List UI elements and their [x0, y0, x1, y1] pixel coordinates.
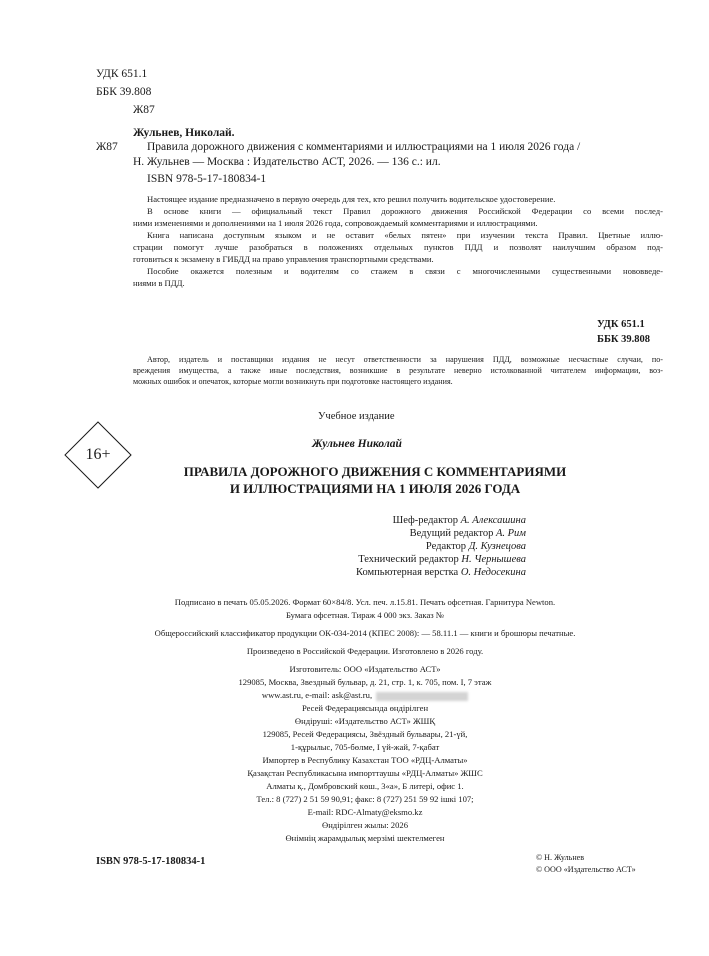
copyright-author: © Н. Жульнев	[536, 853, 585, 862]
bbk-code: ББК 39.808	[96, 86, 152, 98]
credit-lead-editor: Ведущий редактор А. Рим	[409, 528, 526, 539]
annotation-paragraph-4-cont: ниями в ПДД.	[133, 278, 185, 288]
disclaimer-line-1: Автор, издатель и поставщики издания не несут ответственности за нарушения ПДД, возможные несчастные случаи, по-	[147, 355, 663, 364]
credit-editor: Редактор Д. Кузнецова	[425, 541, 526, 552]
annotation-paragraph-2-cont: ними изменениями и дополнениями на 1 июля 2026 года, сопровождаемый комментариями и иллюстрациями.	[133, 218, 538, 228]
kz-importer-line: Қазақстан Республикасына импорттаушы «РДЦ-Алматы» ЖШС	[247, 768, 483, 778]
kz-manufacturer-line: Өндіруші: «Издательство АСТ» ЖШҚ	[294, 716, 436, 726]
copyright-publisher: © ООО «Издательство АСТ»	[536, 865, 636, 874]
author-heading: Жульнев, Николай.	[133, 127, 235, 139]
redacted-link	[376, 692, 468, 701]
annotation-paragraph-3-cont-1: страции помогут лучше разобраться в положениях отдельных пунктов ПДД и позволят наилучшим образом под-	[133, 242, 663, 252]
udk-code-right: УДК 651.1	[597, 319, 645, 330]
importer-email-line: E-mail: RDC-Almaty@eksmo.kz	[307, 807, 423, 817]
importer-address-line: Алматы қ., Домбровский көш., 3«а», Б литері, офис 1.	[266, 781, 464, 791]
bibliographic-title-line-2: Н. Жульнев — Москва : Издательство АСТ, 2026. — 136 с.: ил.	[133, 156, 441, 168]
kz-year-line: Өндірілген жылы: 2026	[321, 820, 408, 830]
annotation-paragraph-3-cont-2: готовиться к экзамену в ГИБДД на право управления транспортными средствами.	[133, 254, 434, 264]
annotation-paragraph-1: Настоящее издание предназначено в первую очередь для тех, кто решил получить водительское удостоверение.	[147, 194, 556, 204]
produced-line: Произведено в Российской Федерации. Изготовлено в 2026 году.	[246, 646, 484, 656]
credit-chief-editor: Шеф-редактор А. Алексашина	[392, 515, 526, 526]
author-mark-left: Ж87	[96, 141, 118, 153]
kz-address-line-1: 129085, Ресей Федерациясы, Звёздный бульвары, 21-үй,	[262, 729, 468, 739]
edition-type: Учебное издание	[318, 411, 395, 422]
classifier-line: Общероссийский классификатор продукции ОК-034-2014 (КПЕС 2008): — 58.11.1 — книги и брошюры печатные.	[154, 628, 576, 638]
book-title-line-1: ПРАВИЛА ДОРОЖНОГО ДВИЖЕНИЯ С КОММЕНТАРИЯМИ	[183, 464, 567, 479]
importer-line: Импортер в Республику Казахстан ТОО «РДЦ-Алматы»	[262, 755, 468, 765]
book-title	[110, 463, 640, 497]
author-name: Жульнев Николай	[312, 438, 402, 450]
credit-layout: Компьютерная верстка О. Недосекина	[356, 567, 526, 578]
disclaimer-line-3: можных ошибок и опечаток, которые могли возникнуть при подготовке настоящего издания.	[133, 377, 453, 386]
print-info-line-2: Бумага офсетная. Тираж 4 000 экз. Заказ №	[285, 610, 445, 620]
bbk-code-right: ББК 39.808	[597, 334, 650, 345]
disclaimer	[133, 354, 663, 387]
kz-shelf-life-line: Өнімнің жарамдылық мерзімі шектелмеген	[285, 833, 445, 843]
annotation-paragraph-4: Пособие окажется полезным и водителям со стажем в связи с многочисленными существенными нововведе-	[147, 266, 663, 276]
age-rating-label: 16+	[85, 446, 111, 463]
book-title-line-2: И ИЛЛЮСТРАЦИЯМИ НА 1 ИЮЛЯ 2026 ГОДА	[229, 481, 521, 496]
isbn-header: ISBN 978-5-17-180834-1	[147, 173, 267, 185]
author-mark: Ж87	[133, 104, 155, 116]
kz-address-line-2: 1-құрылыс, 705-бөлме, I үй-жай, 7-қабат	[290, 742, 440, 752]
annotation-paragraph-2: В основе книги — официальный текст Правил дорожного движения Российской Федерации со всеми послед-	[147, 206, 663, 216]
credit-tech-editor: Технический редактор Н. Чернышева	[358, 554, 526, 565]
annotation	[133, 193, 663, 289]
manufacturer-web-line: www.ast.ru, e-mail: ask@ast.ru,	[100, 689, 630, 702]
manufacturer-address-line: 129085, Москва, Звездный бульвар, д. 21, стр. 1, к. 705, пом. I, 7 этаж	[238, 677, 492, 687]
bibliographic-title-line-1: Правила дорожного движения с комментариями и иллюстрациями на 1 июля 2026 года /	[147, 141, 581, 153]
isbn-footer: ISBN 978-5-17-180834-1	[96, 856, 206, 867]
print-info-line-1: Подписано в печать 05.05.2026. Формат 60×84/8. Усл. печ. л.15.81. Печать офсетная. Гарнитура Newton.	[174, 597, 556, 607]
manufacturer-line: Изготовитель: ООО «Издательство АСТ»	[289, 664, 441, 674]
kz-produced-line: Ресей Федерациясында өндірілген	[301, 703, 429, 713]
importer-phone-line: Тел.: 8 (727) 2 51 59 90,91; факс: 8 (727) 251 59 92 ішкі 107;	[256, 794, 474, 804]
annotation-paragraph-3: Книга написана доступным языком и не оставит «белых пятен» при изучении текста Правил. Цветные иллю-	[147, 230, 663, 240]
manufacturer-info	[100, 663, 630, 845]
credits	[226, 514, 526, 579]
disclaimer-line-2: вреждения имущества, а также иные последствия, возникшие в результате неверно истолкованной читателем информации, воз-	[133, 366, 663, 375]
udk-code: УДК 651.1	[96, 68, 148, 80]
